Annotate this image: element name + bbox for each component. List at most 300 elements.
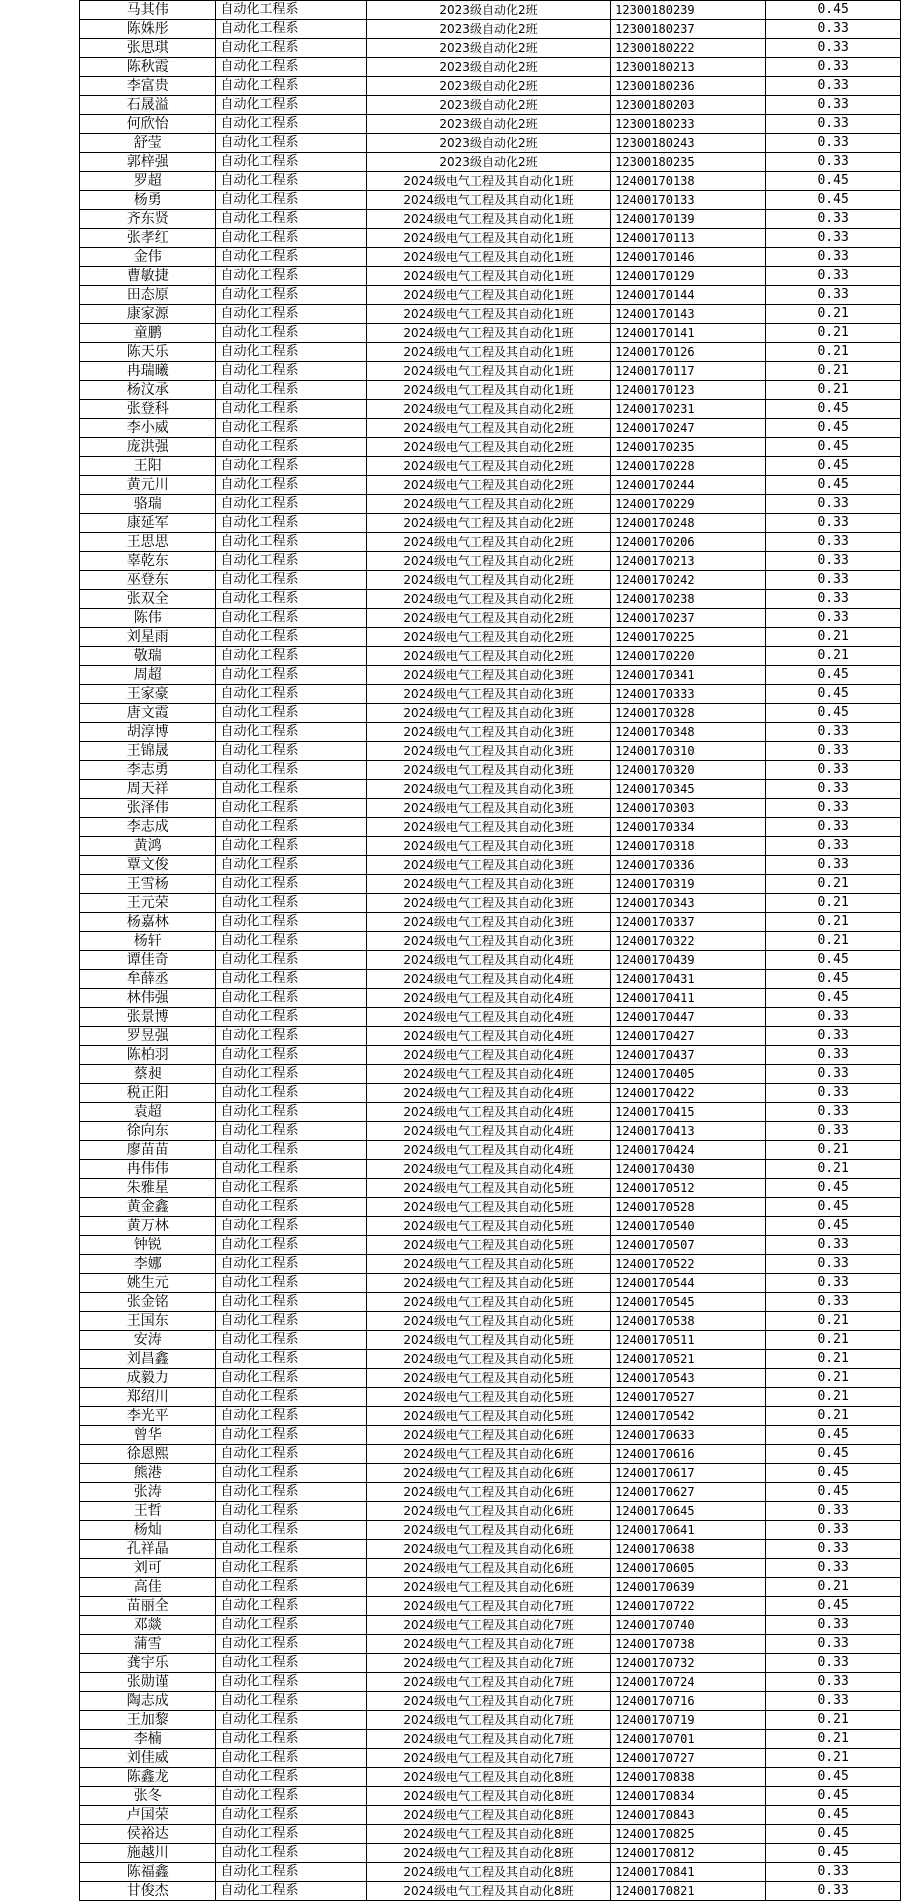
- class-cell: 2024级电气工程及其自动化1班: [366, 229, 610, 248]
- student-name-cell: 金伟: [80, 248, 216, 267]
- student-name-cell: 陈福鑫: [80, 1863, 216, 1882]
- table-row: [80, 533, 901, 552]
- department-cell: 自动化工程系: [216, 1730, 366, 1749]
- class-cell: 2023级自动化2班: [366, 1, 610, 20]
- table-row: [80, 723, 901, 742]
- student-id-cell: 12400170528: [611, 1198, 766, 1217]
- score-cell: 0.45: [766, 970, 901, 989]
- student-id-cell: 12400170544: [611, 1274, 766, 1293]
- student-id-cell: 12400170237: [611, 609, 766, 628]
- student-id-cell: 12400170123: [611, 381, 766, 400]
- table-body: [80, 1, 901, 1901]
- student-name-cell: 李楠: [80, 1730, 216, 1749]
- table-row: [80, 1293, 901, 1312]
- table-row: [80, 1369, 901, 1388]
- class-cell: 2024级电气工程及其自动化6班: [366, 1464, 610, 1483]
- student-name-cell: 张孝红: [80, 229, 216, 248]
- score-cell: 0.33: [766, 286, 901, 305]
- student-name-cell: 林伟强: [80, 989, 216, 1008]
- student-name-cell: 张思琪: [80, 39, 216, 58]
- score-cell: 0.33: [766, 1616, 901, 1635]
- student-id-cell: 12400170812: [611, 1844, 766, 1863]
- score-cell: 0.33: [766, 153, 901, 172]
- table-row: [80, 191, 901, 210]
- score-cell: 0.33: [766, 1293, 901, 1312]
- score-cell: 0.21: [766, 913, 901, 932]
- class-cell: 2024级电气工程及其自动化6班: [366, 1445, 610, 1464]
- department-cell: 自动化工程系: [216, 837, 366, 856]
- score-cell: 0.21: [766, 1331, 901, 1350]
- score-cell: 0.33: [766, 1255, 901, 1274]
- table-row: [80, 362, 901, 381]
- class-cell: 2024级电气工程及其自动化7班: [366, 1692, 610, 1711]
- department-cell: 自动化工程系: [216, 1407, 366, 1426]
- department-cell: 自动化工程系: [216, 1103, 366, 1122]
- class-cell: 2024级电气工程及其自动化2班: [366, 590, 610, 609]
- department-cell: 自动化工程系: [216, 514, 366, 533]
- student-name-cell: 郑绍川: [80, 1388, 216, 1407]
- student-id-cell: 12400170740: [611, 1616, 766, 1635]
- student-name-cell: 李娜: [80, 1255, 216, 1274]
- department-cell: 自动化工程系: [216, 647, 366, 666]
- class-cell: 2024级电气工程及其自动化1班: [366, 305, 610, 324]
- score-cell: 0.45: [766, 951, 901, 970]
- department-cell: 自动化工程系: [216, 1521, 366, 1540]
- department-cell: 自动化工程系: [216, 153, 366, 172]
- student-name-cell: 安涛: [80, 1331, 216, 1350]
- student-id-cell: 12400170310: [611, 742, 766, 761]
- student-name-cell: 谭佳奇: [80, 951, 216, 970]
- score-cell: 0.33: [766, 856, 901, 875]
- student-name-cell: 曾华: [80, 1426, 216, 1445]
- class-cell: 2023级自动化2班: [366, 134, 610, 153]
- table-row: [80, 96, 901, 115]
- table-row: [80, 932, 901, 951]
- student-name-cell: 黄鸿: [80, 837, 216, 856]
- table-row: [80, 1027, 901, 1046]
- score-cell: 0.33: [766, 533, 901, 552]
- department-cell: 自动化工程系: [216, 628, 366, 647]
- student-id-cell: 12400170521: [611, 1350, 766, 1369]
- student-id-cell: 12400170228: [611, 457, 766, 476]
- score-cell: 0.21: [766, 381, 901, 400]
- class-cell: 2024级电气工程及其自动化5班: [366, 1274, 610, 1293]
- class-cell: 2024级电气工程及其自动化1班: [366, 286, 610, 305]
- score-cell: 0.45: [766, 704, 901, 723]
- department-cell: 自动化工程系: [216, 419, 366, 438]
- score-cell: 0.33: [766, 742, 901, 761]
- class-cell: 2024级电气工程及其自动化5班: [366, 1179, 610, 1198]
- student-id-cell: 12400170138: [611, 172, 766, 191]
- table-row: [80, 799, 901, 818]
- score-cell: 0.45: [766, 1597, 901, 1616]
- department-cell: 自动化工程系: [216, 1749, 366, 1768]
- table-row: [80, 818, 901, 837]
- student-name-cell: 刘佳威: [80, 1749, 216, 1768]
- student-id-cell: 12400170447: [611, 1008, 766, 1027]
- score-cell: 0.45: [766, 191, 901, 210]
- student-name-cell: 罗昱强: [80, 1027, 216, 1046]
- department-cell: 自动化工程系: [216, 1559, 366, 1578]
- student-id-cell: 12400170841: [611, 1863, 766, 1882]
- student-name-cell: 黄金鑫: [80, 1198, 216, 1217]
- table-row: [80, 856, 901, 875]
- table-row: [80, 1540, 901, 1559]
- student-id-cell: 12400170143: [611, 305, 766, 324]
- class-cell: 2024级电气工程及其自动化1班: [366, 362, 610, 381]
- table-row: [80, 1464, 901, 1483]
- department-cell: 自动化工程系: [216, 590, 366, 609]
- table-row: [80, 1825, 901, 1844]
- score-cell: 0.21: [766, 1730, 901, 1749]
- score-cell: 0.33: [766, 77, 901, 96]
- class-cell: 2024级电气工程及其自动化4班: [366, 1122, 610, 1141]
- student-id-cell: 12400170141: [611, 324, 766, 343]
- student-name-cell: 朱雅星: [80, 1179, 216, 1198]
- class-cell: 2024级电气工程及其自动化2班: [366, 628, 610, 647]
- student-name-cell: 刘昌鑫: [80, 1350, 216, 1369]
- department-cell: 自动化工程系: [216, 229, 366, 248]
- department-cell: 自动化工程系: [216, 134, 366, 153]
- class-cell: 2024级电气工程及其自动化7班: [366, 1711, 610, 1730]
- table-row: [80, 1578, 901, 1597]
- department-cell: 自动化工程系: [216, 818, 366, 837]
- department-cell: 自动化工程系: [216, 1198, 366, 1217]
- department-cell: 自动化工程系: [216, 172, 366, 191]
- class-cell: 2024级电气工程及其自动化1班: [366, 248, 610, 267]
- student-id-cell: 12400170825: [611, 1825, 766, 1844]
- student-name-cell: 孔祥晶: [80, 1540, 216, 1559]
- student-name-cell: 张涛: [80, 1483, 216, 1502]
- score-cell: 0.21: [766, 1388, 901, 1407]
- student-id-cell: 12400170413: [611, 1122, 766, 1141]
- score-cell: 0.33: [766, 552, 901, 571]
- table-row: [80, 305, 901, 324]
- student-id-cell: 12400170738: [611, 1635, 766, 1654]
- student-name-cell: 张冬: [80, 1787, 216, 1806]
- table-row: [80, 1255, 901, 1274]
- department-cell: 自动化工程系: [216, 1464, 366, 1483]
- class-cell: 2024级电气工程及其自动化2班: [366, 571, 610, 590]
- score-cell: 0.21: [766, 1749, 901, 1768]
- department-cell: 自动化工程系: [216, 438, 366, 457]
- department-cell: 自动化工程系: [216, 115, 366, 134]
- table-row: [80, 1711, 901, 1730]
- department-cell: 自动化工程系: [216, 191, 366, 210]
- table-row: [80, 913, 901, 932]
- class-cell: 2024级电气工程及其自动化2班: [366, 419, 610, 438]
- score-cell: 0.33: [766, 1122, 901, 1141]
- student-id-cell: 12400170732: [611, 1654, 766, 1673]
- table-row: [80, 1673, 901, 1692]
- table-row: [80, 210, 901, 229]
- student-id-cell: 12400170431: [611, 970, 766, 989]
- class-cell: 2024级电气工程及其自动化2班: [366, 400, 610, 419]
- student-id-cell: 12400170538: [611, 1312, 766, 1331]
- score-cell: 0.33: [766, 1502, 901, 1521]
- student-name-cell: 陈姝彤: [80, 20, 216, 39]
- table-row: [80, 20, 901, 39]
- score-cell: 0.21: [766, 324, 901, 343]
- score-cell: 0.33: [766, 210, 901, 229]
- class-cell: 2023级自动化2班: [366, 153, 610, 172]
- score-cell: 0.33: [766, 590, 901, 609]
- class-cell: 2024级电气工程及其自动化7班: [366, 1749, 610, 1768]
- student-id-cell: 12400170337: [611, 913, 766, 932]
- department-cell: 自动化工程系: [216, 77, 366, 96]
- student-name-cell: 王国东: [80, 1312, 216, 1331]
- class-cell: 2024级电气工程及其自动化5班: [366, 1407, 610, 1426]
- student-id-cell: 12400170507: [611, 1236, 766, 1255]
- department-cell: 自动化工程系: [216, 1369, 366, 1388]
- class-cell: 2023级自动化2班: [366, 115, 610, 134]
- student-name-cell: 李小威: [80, 419, 216, 438]
- class-cell: 2023级自动化2班: [366, 58, 610, 77]
- table-row: [80, 476, 901, 495]
- department-cell: 自动化工程系: [216, 20, 366, 39]
- student-id-cell: 12400170133: [611, 191, 766, 210]
- score-cell: 0.45: [766, 989, 901, 1008]
- class-cell: 2024级电气工程及其自动化5班: [366, 1350, 610, 1369]
- class-cell: 2024级电气工程及其自动化4班: [366, 1027, 610, 1046]
- table-row: [80, 1483, 901, 1502]
- student-name-cell: 何欣怡: [80, 115, 216, 134]
- score-cell: 0.33: [766, 1559, 901, 1578]
- score-cell: 0.21: [766, 1711, 901, 1730]
- department-cell: 自动化工程系: [216, 1065, 366, 1084]
- department-cell: 自动化工程系: [216, 951, 366, 970]
- student-id-cell: 12300180237: [611, 20, 766, 39]
- department-cell: 自动化工程系: [216, 267, 366, 286]
- class-cell: 2023级自动化2班: [366, 77, 610, 96]
- class-cell: 2024级电气工程及其自动化7班: [366, 1730, 610, 1749]
- student-name-cell: 陶志成: [80, 1692, 216, 1711]
- student-name-cell: 康延军: [80, 514, 216, 533]
- class-cell: 2024级电气工程及其自动化4班: [366, 1160, 610, 1179]
- table-row: [80, 1787, 901, 1806]
- student-name-cell: 周天祥: [80, 780, 216, 799]
- student-name-cell: 李志勇: [80, 761, 216, 780]
- score-cell: 0.33: [766, 1027, 901, 1046]
- department-cell: 自动化工程系: [216, 286, 366, 305]
- class-cell: 2024级电气工程及其自动化3班: [366, 818, 610, 837]
- department-cell: 自动化工程系: [216, 1768, 366, 1787]
- student-name-cell: 陈天乐: [80, 343, 216, 362]
- score-cell: 0.45: [766, 1426, 901, 1445]
- student-id-cell: 12400170113: [611, 229, 766, 248]
- department-cell: 自动化工程系: [216, 1008, 366, 1027]
- student-name-cell: 王家豪: [80, 685, 216, 704]
- student-name-cell: 李光平: [80, 1407, 216, 1426]
- student-id-cell: 12400170437: [611, 1046, 766, 1065]
- score-cell: 0.45: [766, 666, 901, 685]
- table-row: [80, 229, 901, 248]
- class-cell: 2024级电气工程及其自动化1班: [366, 191, 610, 210]
- score-cell: 0.33: [766, 1046, 901, 1065]
- student-name-cell: 黄万林: [80, 1217, 216, 1236]
- class-cell: 2024级电气工程及其自动化3班: [366, 894, 610, 913]
- student-id-cell: 12400170129: [611, 267, 766, 286]
- score-cell: 0.21: [766, 305, 901, 324]
- table-row: [80, 989, 901, 1008]
- class-cell: 2024级电气工程及其自动化2班: [366, 533, 610, 552]
- class-cell: 2023级自动化2班: [366, 96, 610, 115]
- table-row: [80, 1236, 901, 1255]
- department-cell: 自动化工程系: [216, 1426, 366, 1445]
- table-row: [80, 571, 901, 590]
- student-name-cell: 邓燚: [80, 1616, 216, 1635]
- department-cell: 自动化工程系: [216, 1540, 366, 1559]
- score-cell: 0.21: [766, 932, 901, 951]
- table-row: [80, 1217, 901, 1236]
- department-cell: 自动化工程系: [216, 1027, 366, 1046]
- score-cell: 0.33: [766, 1521, 901, 1540]
- class-cell: 2024级电气工程及其自动化6班: [366, 1540, 610, 1559]
- table-row: [80, 1350, 901, 1369]
- score-cell: 0.33: [766, 1084, 901, 1103]
- score-cell: 0.45: [766, 438, 901, 457]
- class-cell: 2024级电气工程及其自动化3班: [366, 761, 610, 780]
- score-cell: 0.45: [766, 1483, 901, 1502]
- table-row: [80, 875, 901, 894]
- department-cell: 自动化工程系: [216, 362, 366, 381]
- department-cell: 自动化工程系: [216, 875, 366, 894]
- student-id-cell: 12400170229: [611, 495, 766, 514]
- score-cell: 0.33: [766, 1673, 901, 1692]
- score-cell: 0.45: [766, 1844, 901, 1863]
- score-cell: 0.33: [766, 837, 901, 856]
- table-row: [80, 1312, 901, 1331]
- score-cell: 0.45: [766, 419, 901, 438]
- student-id-cell: 12400170838: [611, 1768, 766, 1787]
- score-cell: 0.33: [766, 761, 901, 780]
- class-cell: 2024级电气工程及其自动化7班: [366, 1673, 610, 1692]
- department-cell: 自动化工程系: [216, 1046, 366, 1065]
- student-name-cell: 陈秋霞: [80, 58, 216, 77]
- class-cell: 2024级电气工程及其自动化2班: [366, 438, 610, 457]
- department-cell: 自动化工程系: [216, 324, 366, 343]
- department-cell: 自动化工程系: [216, 609, 366, 628]
- score-cell: 0.33: [766, 1274, 901, 1293]
- score-cell: 0.21: [766, 628, 901, 647]
- student-name-cell: 马其伟: [80, 1, 216, 20]
- department-cell: 自动化工程系: [216, 1483, 366, 1502]
- student-id-cell: 12400170348: [611, 723, 766, 742]
- class-cell: 2024级电气工程及其自动化1班: [366, 381, 610, 400]
- student-name-cell: 陈柏羽: [80, 1046, 216, 1065]
- department-cell: 自动化工程系: [216, 533, 366, 552]
- class-cell: 2024级电气工程及其自动化1班: [366, 210, 610, 229]
- department-cell: 自动化工程系: [216, 1236, 366, 1255]
- student-table: [79, 0, 901, 1901]
- score-cell: 0.33: [766, 1008, 901, 1027]
- class-cell: 2024级电气工程及其自动化3班: [366, 856, 610, 875]
- student-name-cell: 舒莹: [80, 134, 216, 153]
- department-cell: 自动化工程系: [216, 1160, 366, 1179]
- student-name-cell: 覃文俊: [80, 856, 216, 875]
- score-cell: 0.45: [766, 1217, 901, 1236]
- department-cell: 自动化工程系: [216, 970, 366, 989]
- class-cell: 2024级电气工程及其自动化3班: [366, 799, 610, 818]
- student-id-cell: 12400170248: [611, 514, 766, 533]
- student-id-cell: 12300180222: [611, 39, 766, 58]
- student-name-cell: 徐向东: [80, 1122, 216, 1141]
- table-row: [80, 894, 901, 913]
- table-row: [80, 457, 901, 476]
- score-cell: 0.45: [766, 457, 901, 476]
- department-cell: 自动化工程系: [216, 571, 366, 590]
- class-cell: 2024级电气工程及其自动化4班: [366, 1141, 610, 1160]
- department-cell: 自动化工程系: [216, 1844, 366, 1863]
- student-name-cell: 徐恩熙: [80, 1445, 216, 1464]
- department-cell: 自动化工程系: [216, 856, 366, 875]
- student-id-cell: 12400170213: [611, 552, 766, 571]
- student-name-cell: 高佳: [80, 1578, 216, 1597]
- class-cell: 2024级电气工程及其自动化4班: [366, 989, 610, 1008]
- department-cell: 自动化工程系: [216, 761, 366, 780]
- student-name-cell: 牟薛丞: [80, 970, 216, 989]
- class-cell: 2024级电气工程及其自动化8班: [366, 1882, 610, 1901]
- table-row: [80, 1863, 901, 1882]
- table-row: [80, 837, 901, 856]
- table-row: [80, 419, 901, 438]
- score-cell: 0.33: [766, 1540, 901, 1559]
- department-cell: 自动化工程系: [216, 1388, 366, 1407]
- table-row: [80, 1331, 901, 1350]
- table-row: [80, 134, 901, 153]
- student-name-cell: 李志成: [80, 818, 216, 837]
- student-id-cell: 12400170724: [611, 1673, 766, 1692]
- table-row: [80, 39, 901, 58]
- department-cell: 自动化工程系: [216, 381, 366, 400]
- department-cell: 自动化工程系: [216, 1882, 366, 1901]
- student-name-cell: 巫登东: [80, 571, 216, 590]
- table-row: [80, 324, 901, 343]
- score-cell: 0.45: [766, 1806, 901, 1825]
- student-name-cell: 冉瑞曦: [80, 362, 216, 381]
- table-row: [80, 1616, 901, 1635]
- student-name-cell: 王锦晟: [80, 742, 216, 761]
- score-cell: 0.33: [766, 248, 901, 267]
- table-row: [80, 780, 901, 799]
- department-cell: 自动化工程系: [216, 1673, 366, 1692]
- table-row: [80, 1426, 901, 1445]
- department-cell: 自动化工程系: [216, 1122, 366, 1141]
- student-id-cell: 12400170424: [611, 1141, 766, 1160]
- department-cell: 自动化工程系: [216, 1274, 366, 1293]
- student-name-cell: 唐文霞: [80, 704, 216, 723]
- class-cell: 2024级电气工程及其自动化7班: [366, 1616, 610, 1635]
- department-cell: 自动化工程系: [216, 552, 366, 571]
- class-cell: 2024级电气工程及其自动化2班: [366, 495, 610, 514]
- department-cell: 自动化工程系: [216, 932, 366, 951]
- student-id-cell: 12300180243: [611, 134, 766, 153]
- student-id-cell: 12400170318: [611, 837, 766, 856]
- student-id-cell: 12400170343: [611, 894, 766, 913]
- student-id-cell: 12400170334: [611, 818, 766, 837]
- student-name-cell: 税正阳: [80, 1084, 216, 1103]
- student-name-cell: 田态原: [80, 286, 216, 305]
- table-row: [80, 438, 901, 457]
- table-row: [80, 1274, 901, 1293]
- department-cell: 自动化工程系: [216, 1141, 366, 1160]
- student-id-cell: 12400170543: [611, 1369, 766, 1388]
- class-cell: 2024级电气工程及其自动化8班: [366, 1825, 610, 1844]
- class-cell: 2023级自动化2班: [366, 39, 610, 58]
- student-id-cell: 12400170117: [611, 362, 766, 381]
- score-cell: 0.45: [766, 1825, 901, 1844]
- score-cell: 0.33: [766, 495, 901, 514]
